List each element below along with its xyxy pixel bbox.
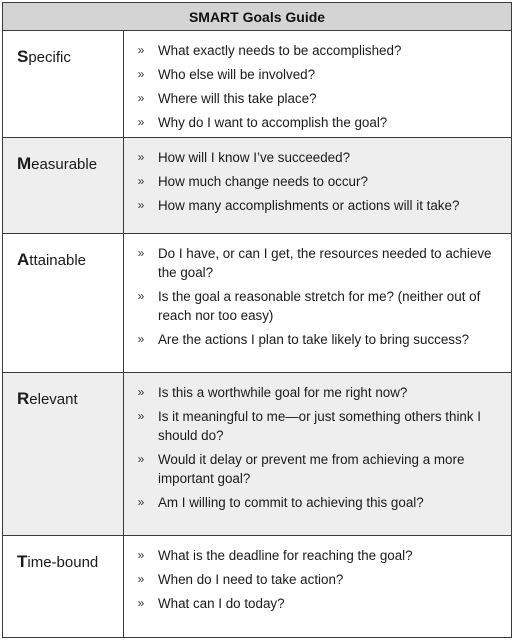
question-text: How will I know I’ve succeeded?: [158, 150, 351, 165]
question-text: What can I do today?: [158, 596, 285, 611]
term-label: [3, 373, 124, 535]
question-text: Do I have, or can I get, the resources needed to achieve the goal?: [158, 246, 492, 280]
list-item: [124, 493, 501, 512]
term-label: [3, 536, 124, 637]
chevron-bullet-icon: »: [137, 198, 145, 212]
question-text: What is the deadline for reaching the goal?: [158, 548, 413, 563]
list-item: [124, 41, 501, 60]
chevron-bullet-icon: »: [137, 246, 145, 260]
section-relevant: [3, 373, 511, 536]
list-item: [124, 172, 501, 191]
term-rest: pecific: [28, 49, 71, 66]
question-text: Am I willing to commit to achieving this goal?: [158, 495, 424, 510]
table-title: SMART Goals Guide: [3, 3, 511, 31]
chevron-bullet-icon: »: [137, 452, 145, 466]
section-specific: [3, 31, 511, 138]
term-rest: elevant: [29, 391, 78, 408]
chevron-bullet-icon: »: [137, 572, 145, 586]
term-label: [3, 31, 124, 137]
list-item: [124, 570, 501, 589]
question-text: Would it delay or prevent me from achieving a more important goal?: [158, 452, 465, 486]
term-initial: R: [17, 389, 30, 408]
chevron-bullet-icon: »: [137, 596, 145, 610]
list-item: [124, 407, 501, 445]
list-item: [124, 113, 501, 132]
question-text: Is it meaningful to me—or just something others think I should do?: [158, 409, 482, 443]
chevron-bullet-icon: »: [137, 548, 145, 562]
chevron-bullet-icon: »: [137, 150, 145, 164]
list-item: [124, 287, 501, 325]
list-item: [124, 546, 501, 565]
list-item: [124, 196, 501, 215]
term-rest: ime-bound: [27, 554, 99, 571]
chevron-bullet-icon: »: [137, 174, 145, 188]
chevron-bullet-icon: »: [137, 43, 145, 57]
list-item: [124, 383, 501, 402]
question-text: Is this a worthwhile goal for me right now?: [158, 385, 408, 400]
list-item: [124, 65, 501, 84]
list-item: [124, 244, 501, 282]
list-item: [124, 148, 501, 167]
chevron-bullet-icon: »: [137, 91, 145, 105]
term-initial: T: [17, 552, 28, 571]
term-rest: easurable: [31, 156, 98, 173]
question-text: How much change needs to occur?: [158, 174, 368, 189]
question-list: [124, 31, 511, 137]
question-text: Are the actions I plan to take likely to bring success?: [158, 332, 470, 347]
term-label: [3, 138, 124, 233]
section-measurable: [3, 138, 511, 234]
question-text: When do I need to take action?: [158, 572, 344, 587]
chevron-bullet-icon: »: [137, 495, 145, 509]
list-item: [124, 330, 501, 349]
question-text: Why do I want to accomplish the goal?: [158, 115, 388, 130]
question-text: What exactly needs to be accomplished?: [158, 43, 402, 58]
list-item: [124, 594, 501, 613]
question-list: [124, 138, 511, 233]
chevron-bullet-icon: »: [137, 332, 145, 346]
question-list: [124, 373, 511, 535]
term-label: [3, 234, 124, 372]
chevron-bullet-icon: »: [137, 385, 145, 399]
section-attainable: [3, 234, 511, 373]
question-list: [124, 234, 511, 372]
list-item: [124, 450, 501, 488]
chevron-bullet-icon: »: [137, 67, 145, 81]
question-text: Is the goal a reasonable stretch for me? (neither out of reach nor too easy): [158, 289, 481, 323]
list-item: [124, 89, 501, 108]
question-text: Where will this take place?: [158, 91, 317, 106]
term-initial: S: [17, 47, 29, 66]
question-text: How many accomplishments or actions will it take?: [158, 198, 460, 213]
chevron-bullet-icon: »: [137, 115, 145, 129]
chevron-bullet-icon: »: [137, 409, 145, 423]
term-initial: M: [17, 154, 32, 173]
section-time-bound: [3, 536, 511, 637]
chevron-bullet-icon: »: [137, 289, 145, 303]
term-rest: ttainable: [29, 252, 86, 269]
smart-goals-table: [2, 2, 512, 638]
term-initial: A: [17, 250, 30, 269]
question-list: [124, 536, 511, 637]
question-text: Who else will be involved?: [158, 67, 316, 82]
